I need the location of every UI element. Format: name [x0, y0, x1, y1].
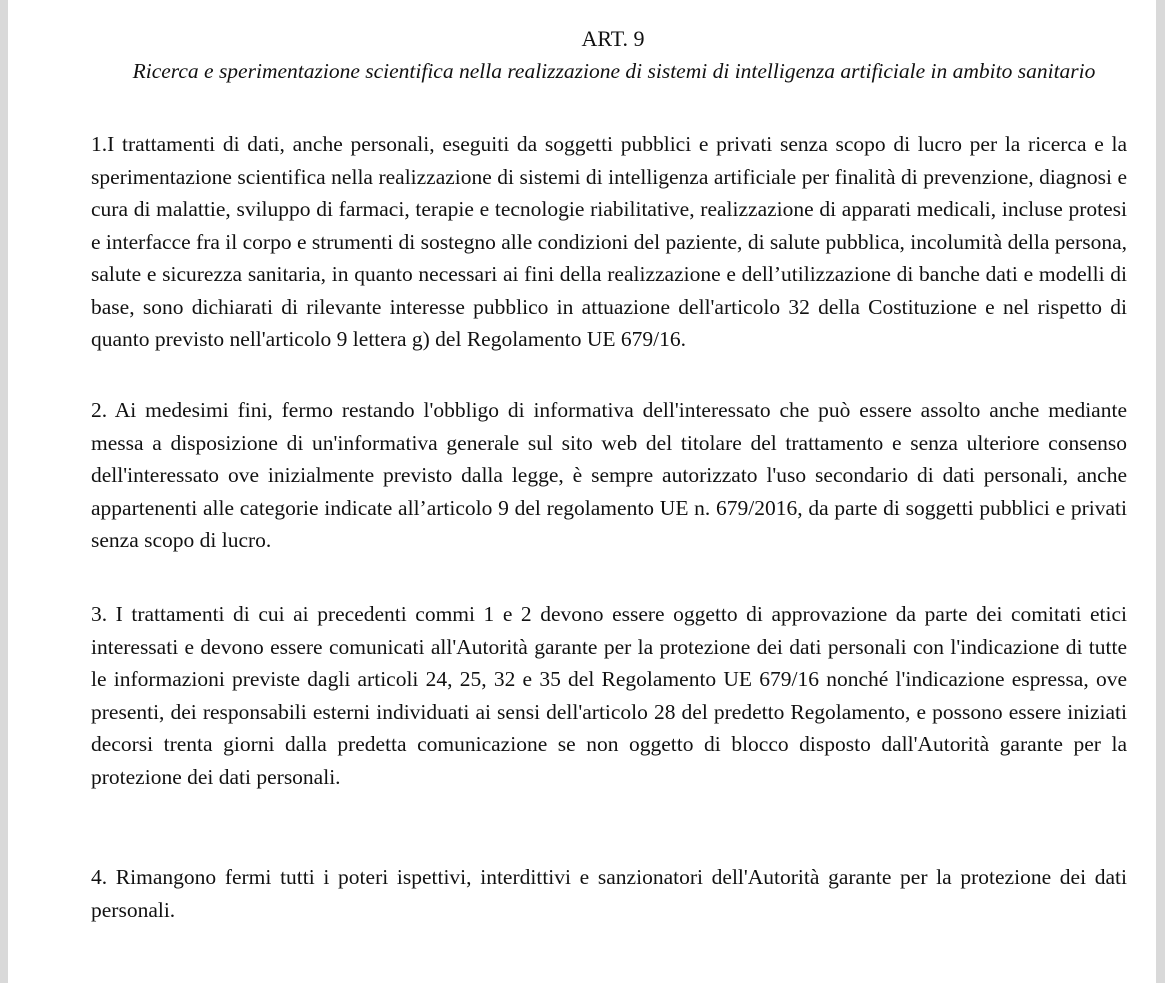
- article-title: Ricerca e sperimentazione scientifica nella realizzazione di sistemi di intelligenza artificiale in ambito sanitario: [132, 59, 1096, 83]
- paragraph-4: 4. Rimangono fermi tutti i poteri ispettivi, interdittivi e sanzionatori dell'Autorità garante per la protezione dei dati personali.: [91, 865, 1127, 922]
- document-page: [8, 0, 1156, 983]
- paragraph-1: 1.I trattamenti di dati, anche personali, eseguiti da soggetti pubblici e privati senza scopo di lucro per la ricerca e la sperimentazione scientifica nella realizzazione di sistemi di intelligenza artificiale per finalità di prevenzione, diagnosi e cura di malattie, sviluppo di farmaci, terapie e tecnologie riabilitative, realizzazione di apparati medicali, incluse protesi e interfacce fra il corpo e strumenti di sostegno alle condizioni del paziente, di salute pubblica, incolumità della persona, salute e sicurezza sanitaria, in quanto necessari ai fini della realizzazione e dell’utilizzazione di banche dati e modelli di base, sono dichiarati di rilevante interesse pubblico in attuazione dell'articolo 32 della Costituzione e nel rispetto di quanto previsto nell'articolo 9 lettera g) del Regolamento UE 679/16.: [91, 132, 1127, 351]
- paragraph-3: 3. I trattamenti di cui ai precedenti commi 1 e 2 devono essere oggetto di approvazione da parte dei comitati etici interessati e devono essere comunicati all'Autorità garante per la protezione dei dati personali con l'indicazione di tutte le informazioni previste dagli articoli 24, 25, 32 e 35 del Regolamento UE 679/16 nonché l'indicazione espressa, ove presenti, dei responsabili esterni individuati ai sensi dell'articolo 28 del predetto Regolamento, e possono essere iniziati decorsi trenta giorni dalla predetta comunicazione se non oggetto di blocco disposto dall'Autorità garante per la protezione dei dati personali.: [91, 602, 1127, 789]
- paragraph-2: 2. Ai medesimi fini, fermo restando l'obbligo di informativa dell'interessato che può essere assolto anche mediante messa a disposizione di un'informativa generale sul sito web del titolare del trattamento e senza ulteriore consenso dell'interessato ove inizialmente previsto dalla legge, è sempre autorizzato l'uso secondario di dati personali, anche appartenenti alle categorie indicate all’articolo 9 del regolamento UE n. 679/2016, da parte di soggetti pubblici e privati senza scopo di lucro.: [91, 398, 1127, 552]
- article-number: ART. 9: [581, 26, 645, 51]
